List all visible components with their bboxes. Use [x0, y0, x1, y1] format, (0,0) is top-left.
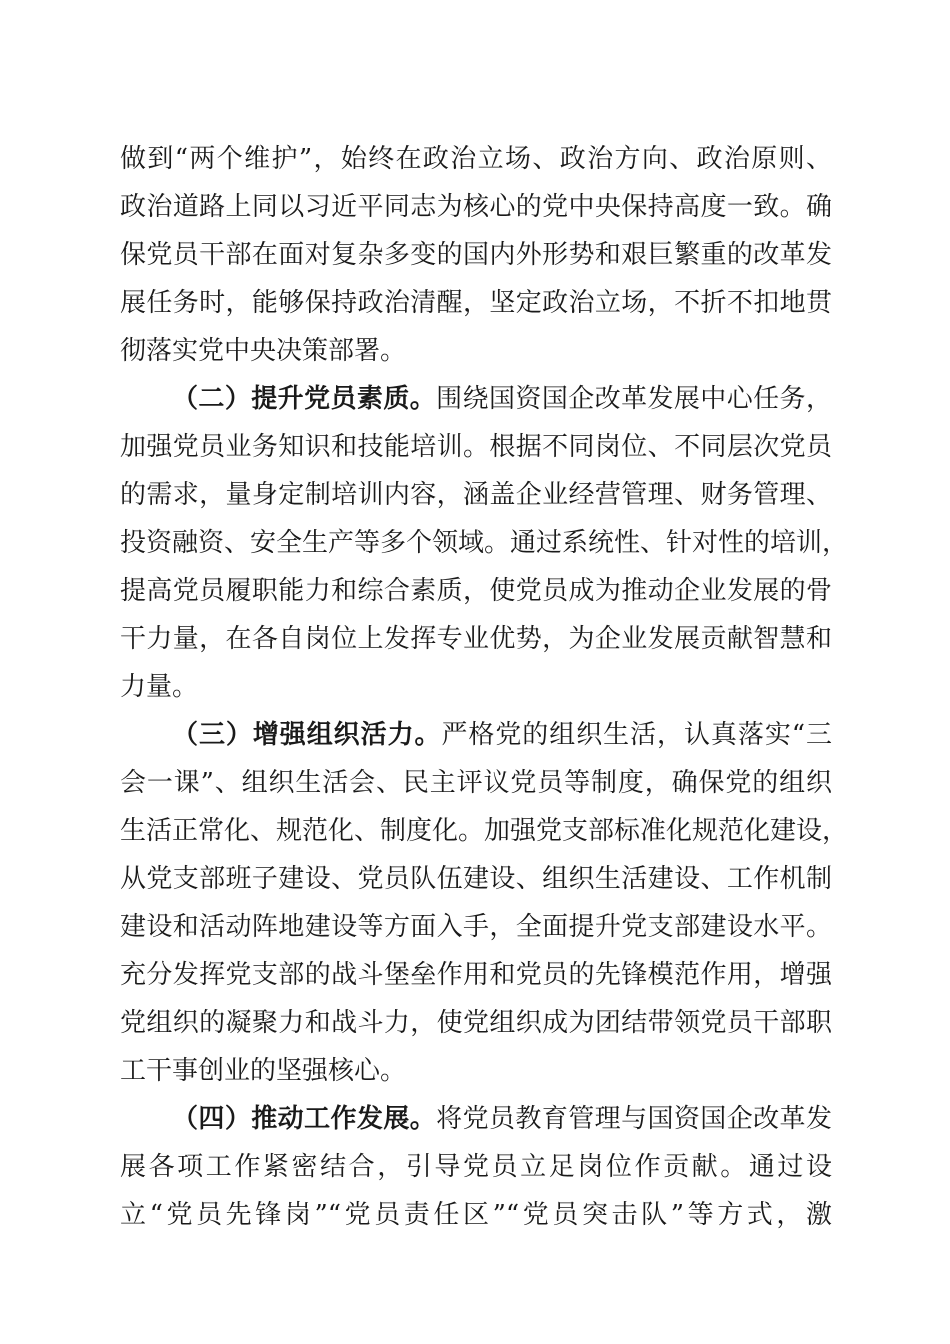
- paragraph-2-line-7: 力量。: [120, 672, 199, 702]
- section-heading-4: （四）推动工作发展。: [172, 1104, 437, 1134]
- paragraph-3-line-6: 充分发挥党支部的战斗堡垒作用和党员的先锋模范作用，增强: [120, 960, 832, 990]
- paragraph-4-line-1-text: 将党员教育管理与国资国企改革发: [436, 1104, 832, 1134]
- section-heading-2: （二）提升党员素质。: [172, 384, 437, 414]
- paragraph-1-line-2: 政治道路上同以习近平同志为核心的党中央保持高度一致。确: [120, 192, 832, 222]
- paragraph-4-line-3: 立“党员先锋岗”“党员责任区”“党员突击队”等方式，激: [120, 1200, 832, 1230]
- paragraph-3-line-3: 生活正常化、规范化、制度化。加强党支部标准化规范化建设，: [120, 816, 849, 846]
- paragraph-2-line-4: 投资融资、安全生产等多个领域。通过系统性、针对性的培训，: [120, 528, 849, 558]
- paragraph-2-line-5: 提高党员履职能力和综合素质，使党员成为推动企业发展的骨: [120, 576, 832, 606]
- paragraph-1-line-1: 做到“两个维护”，始终在政治立场、政治方向、政治原则、: [120, 144, 832, 174]
- paragraph-3-line-4: 从党支部班子建设、党员队伍建设、组织生活建设、工作机制: [120, 864, 832, 894]
- paragraph-1-line-5: 彻落实党中央决策部署。: [120, 336, 407, 366]
- paragraph-4-line-2: 展各项工作紧密结合，引导党员立足岗位作贡献。通过设: [120, 1152, 832, 1182]
- section-heading-3: （三）增强组织活力。: [172, 720, 442, 750]
- paragraph-3-line-1-text: 严格党的组织生活，认真落实“三: [441, 720, 832, 750]
- paragraph-2-line-3: 的需求，量身定制培训内容，涵盖企业经营管理、财务管理、: [120, 480, 832, 510]
- paragraph-3-line-8: 工干事创业的坚强核心。: [120, 1056, 407, 1086]
- paragraph-1-line-3: 保党员干部在面对复杂多变的国内外形势和艰巨繁重的改革发: [120, 240, 832, 270]
- paragraph-2-line-1: [172, 379, 832, 419]
- paragraph-2-line-6: 干力量，在各自岗位上发挥专业优势，为企业发展贡献智慧和: [120, 624, 832, 654]
- paragraph-3-line-5: 建设和活动阵地建设等方面入手，全面提升党支部建设水平。: [120, 912, 832, 942]
- paragraph-2-line-2: 加强党员业务知识和技能培训。根据不同岗位、不同层次党员: [120, 432, 832, 462]
- paragraph-3-line-2: 会一课”、组织生活会、民主评议党员等制度，确保党的组织: [120, 768, 832, 798]
- paragraph-2-line-1-text: 围绕国资国企改革发展中心任务，: [436, 384, 832, 414]
- paragraph-1-line-4: 展任务时，能够保持政治清醒，坚定政治立场，不折不扣地贯: [120, 288, 832, 318]
- paragraph-3-line-1: [172, 715, 832, 755]
- paragraph-4-line-1: [172, 1099, 832, 1139]
- paragraph-3-line-7: 党组织的凝聚力和战斗力，使党组织成为团结带领党员干部职: [120, 1008, 832, 1038]
